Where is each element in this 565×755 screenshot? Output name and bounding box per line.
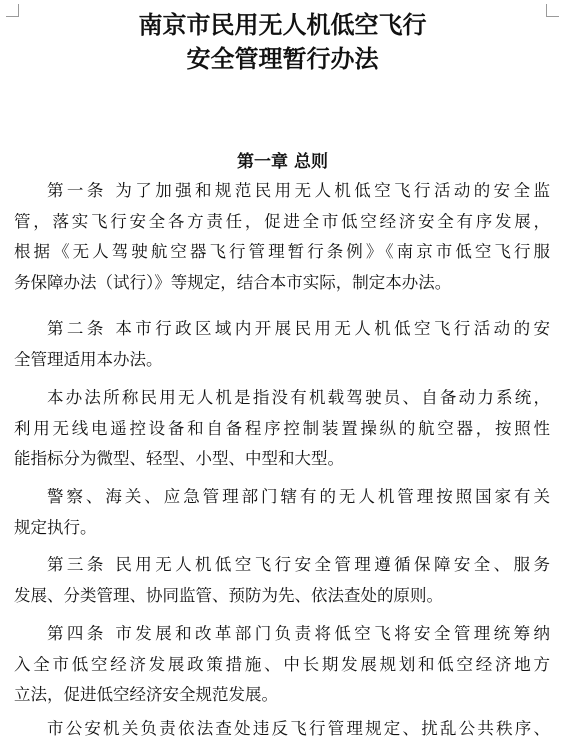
document-title-line-2: 安全管理暂行办法	[186, 44, 379, 73]
paragraph-line: 第四条 市发展和改革部门负责将低空飞将安全管理统筹纳	[47, 624, 550, 643]
paragraph-line: 立法，促进低空经济安全规范发展。	[14, 685, 278, 704]
paragraph-public-security	[14, 714, 550, 745]
paragraph-line: 第三条 民用无人机低空飞行安全管理遵循保障安全、服务	[47, 555, 550, 574]
paragraph-line: 市公安机关负责依法查处违反飞行管理规定、扰乱公共秩序、	[47, 719, 550, 738]
chapter-heading: 第一章 总则	[237, 152, 328, 172]
paragraph-line: 根据《无人驾驶航空器飞行管理暂行条例》《南京市低空飞行服	[14, 242, 550, 261]
paragraph-line: 本办法所称民用无人机是指没有机载驾驶员、自备动力系统，	[47, 388, 550, 407]
paragraph-line: 务保障办法（试行）》等规定，结合本市实际，制定本办法。	[14, 272, 452, 292]
paragraph-definition	[14, 383, 550, 475]
paragraph-article-2	[14, 314, 550, 375]
paragraph-line: 能指标分为微型、轻型、小型、中型和大型。	[14, 449, 344, 468]
paragraph-article-1	[14, 176, 550, 298]
paragraph-line: 入全市低空经济发展政策措施、中长期发展规划和低空经济地方	[14, 654, 550, 674]
paragraph-line: 警察、海关、应急管理部门辖有的无人机管理按照国家有关	[47, 487, 550, 506]
paragraph-line: 规定执行。	[14, 517, 97, 537]
paragraph-line: 管，落实飞行安全各方责任，促进全市低空经济安全有序发展，	[14, 211, 550, 231]
paragraph-line: 第一条 为了加强和规范民用无人机低空飞行活动的安全监	[47, 181, 550, 200]
paragraph-line: 全管理适用本办法。	[14, 349, 163, 369]
document-title-line-1: 南京市民用无人机低空飞行	[138, 10, 427, 39]
paragraph-exemption	[14, 482, 550, 543]
paragraph-article-4	[14, 619, 550, 711]
document-title	[0, 8, 565, 76]
paragraph-article-3	[14, 550, 550, 611]
paragraph-line: 发展、分类管理、协同监管、预防为先、依法查处的原则。	[14, 585, 443, 605]
paragraph-line: 利用无线电遥控设备和自备程序控制装置操纵的航空器，按照性	[14, 418, 550, 438]
paragraph-line: 第二条 本市行政区域内开展民用无人机低空飞行活动的安	[47, 319, 550, 338]
